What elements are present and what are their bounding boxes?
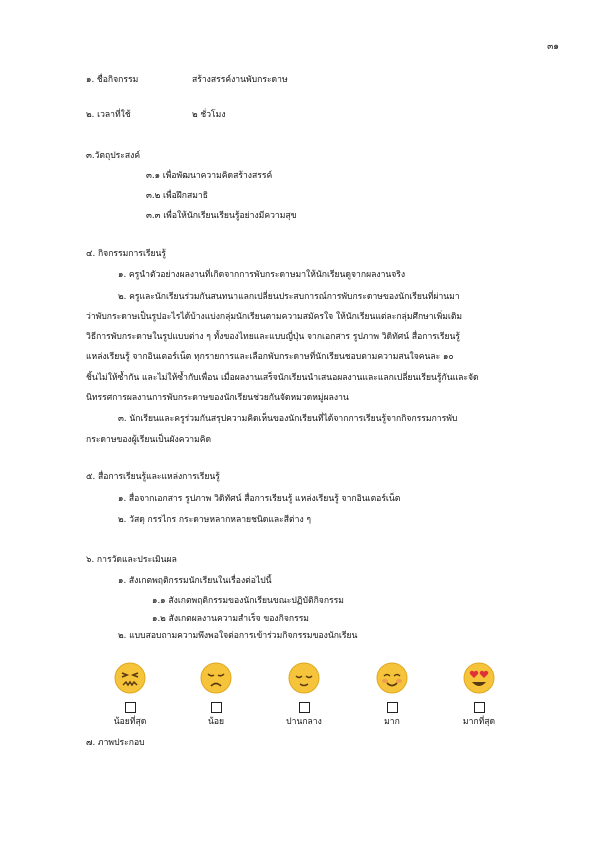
objective-item: ๓.๑ เพื่อพัฒนาความคิดสร้างสรรค์	[146, 171, 273, 181]
rating-label: มากที่สุด	[462, 717, 496, 727]
rating-checkboxes	[0, 702, 595, 714]
rating-label: น้อย	[207, 717, 225, 727]
activity-step-2: ๒. ครูและนักเรียนร่วมกันสนทนาแลกเปลี่ยนประสบการณ์การพับกระดาษของนักเรียนที่ผ่านมา	[118, 292, 460, 302]
rating-checkbox[interactable]	[211, 702, 222, 713]
relieved-face-icon	[288, 662, 320, 694]
media-item: ๒. วัสดุ กรรไกร กระดาษหลากหลายชนิดและสีต่าง ๆ	[118, 515, 311, 525]
time-value: ๒ ชั่วโมง	[192, 110, 226, 120]
evaluation-subitem: ๑.๒ สังเกตผลงานความสำเร็จ ของกิจกรรม	[152, 614, 309, 624]
page-number: ๓๑	[547, 42, 559, 52]
time-label: ๒. เวลาที่ใช้	[86, 110, 131, 120]
heart-eyes-face-icon	[463, 662, 495, 694]
confounded-face-icon	[114, 662, 146, 694]
activity-name-label: ๑. ชื่อกิจกรรม	[86, 75, 139, 85]
objectives-heading: ๓.วัตถุประสงค์	[86, 151, 141, 161]
activity-step-2-cont: ชิ้นไม่ให้ซ้ำกัน และไม่ให้ซ้ำกับเพื่อน เมื่อผลงานเสร็จนักเรียนนำเสนอผลงานและแลกเปลี่ยนเรียนรู้กันและจัด	[86, 373, 479, 383]
activity-step-2-cont: วิธีการพับกระดาษในรูปแบบต่าง ๆ ทั้งของไทยและแบบญี่ปุ่น จากเอกสาร รูปภาพ วิดิทัศน์ สื่อการเรียนรู้	[86, 332, 460, 342]
rating-label: มาก	[384, 717, 400, 727]
activity-step-2-cont: นิทรรศการผลงานการพับกระดาษของนักเรียนช่วยกันจัดหมวดหมู่ผลงาน	[86, 393, 349, 403]
activity-step-1: ๑. ครูนำตัวอย่างผลงานที่เกิดจากการพับกระดาษมาให้นักเรียนดูจากผลงานจริง	[118, 270, 406, 280]
evaluation-subitem: ๑.๑ สังเกตพฤติกรรมของนักเรียนขณะปฏิบัติกิจกรรม	[152, 596, 344, 606]
rating-checkbox[interactable]	[299, 702, 310, 713]
activity-step-2-cont: แหล่งเรียนรู้ จากอินเตอร์เน็ต ทุกรายการและเลือกพับกระดาษที่นักเรียนชอบตามความสนใจคนละ ๑๐	[86, 352, 454, 362]
objective-item: ๓.๒ เพื่อฝึกสมาธิ	[146, 191, 208, 201]
rating-checkbox[interactable]	[474, 702, 485, 713]
activity-step-2-cont: ว่าพับกระดาษเป็นรูปอะไรได้บ้างแบ่งกลุ่มนักเรียนตามความสมัครใจ ให้นักเรียนแต่ละกลุ่มศึกษาเพิ่มเติม	[86, 312, 463, 322]
evaluation-item: ๑. สังเกตพฤติกรรมนักเรียนในเรื่องต่อไปนี้	[118, 576, 272, 586]
disappointed-face-icon	[200, 662, 232, 694]
rating-label: น้อยที่สุด	[113, 717, 147, 727]
activity-name-value: สร้างสรรค์งานพับกระดาษ	[192, 75, 288, 85]
rating-label: ปานกลาง	[286, 717, 322, 727]
rating-checkbox[interactable]	[125, 702, 136, 713]
evaluation-heading: ๖. การวัดและประเมินผล	[86, 555, 177, 565]
smiling-face-icon	[376, 662, 408, 694]
illustrations-heading: ๗. ภาพประกอบ	[86, 738, 145, 748]
media-item: ๑. สื่อจากเอกสาร รูปภาพ วิดิทัศน์ สื่อการเรียนรู้ แหล่งเรียนรู้ จากอินเตอร์เน็ต	[118, 494, 401, 504]
evaluation-item: ๒. แบบสอบถามความพึงพอใจต่อการเข้าร่วมกิจกรรมของนักเรียน	[118, 631, 358, 641]
objective-item: ๓.๓ เพื่อให้นักเรียนเรียนรู้อย่างมีความสุข	[146, 211, 297, 221]
media-heading: ๕. สื่อการเรียนรู้และแหล่งการเรียนรู้	[86, 472, 220, 482]
rating-faces	[0, 662, 595, 696]
activity-step-3: ๓. นักเรียนและครูร่วมกันสรุปความคิดเห็นของนักเรียนที่ได้จากการเรียนรู้จากกิจกรรมการพับ	[118, 414, 458, 424]
rating-checkbox[interactable]	[387, 702, 398, 713]
activity-step-3-cont: กระดาษของผู้เรียนเป็นผังความคิด	[86, 435, 212, 445]
activities-heading: ๔. กิจกรรมการเรียนรู้	[86, 249, 167, 259]
